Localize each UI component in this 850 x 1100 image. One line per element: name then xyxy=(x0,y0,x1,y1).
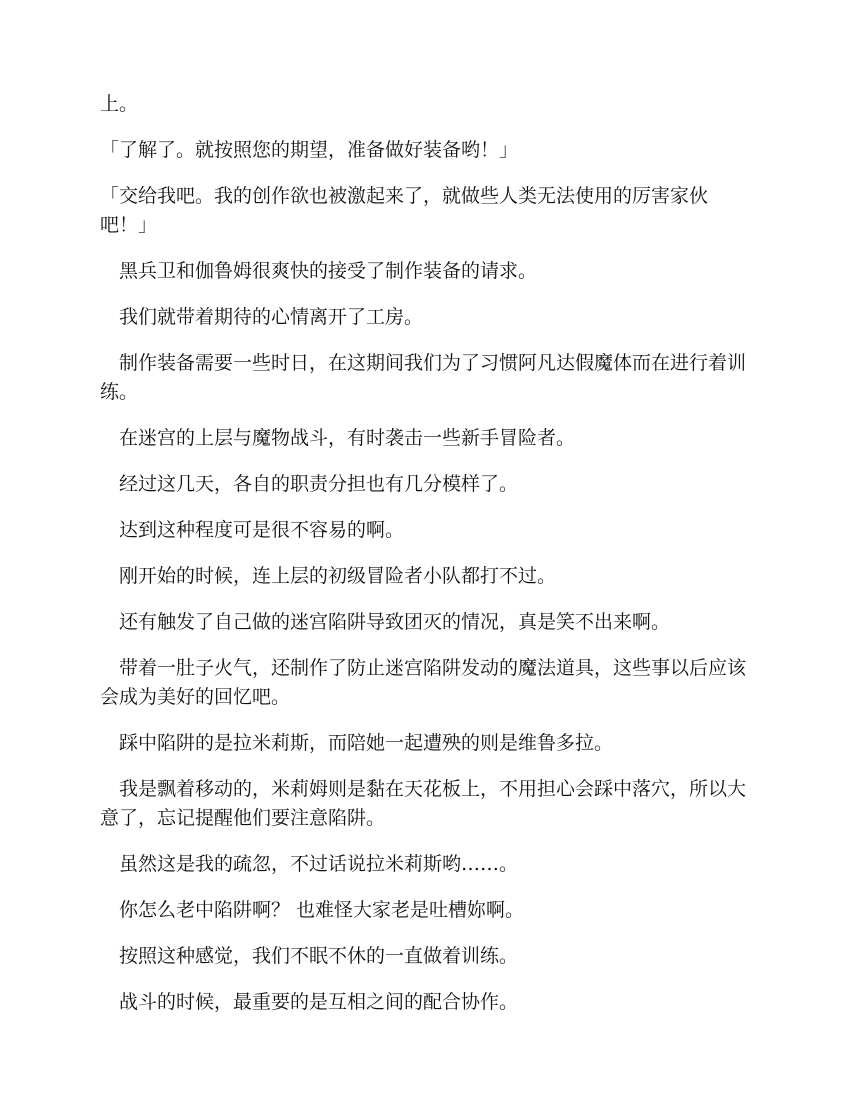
paragraph-16: 你怎么老中陷阱啊？ 也难怪大家老是吐槽妳啊。 xyxy=(100,899,525,921)
paragraph-11: 还有触发了自己做的迷宫陷阱导致团灭的情况，真是笑不出来啊。 xyxy=(100,611,671,633)
document-body xyxy=(100,90,750,1034)
paragraph-13: 踩中陷阱的是拉米莉斯，而陪她一起遭殃的则是维鲁多拉。 xyxy=(100,732,614,754)
paragraph-8: 经过这几天，各自的职责分担也有几分模样了。 xyxy=(100,473,519,495)
paragraph-5: 我们就带着期待的心情离开了工房。 xyxy=(100,306,424,328)
paragraph-10: 刚开始的时候，连上层的初级冒险者小队都打不过。 xyxy=(100,565,557,587)
paragraph-7: 在迷宫的上层与魔物战斗，有时袭击一些新手冒险者。 xyxy=(100,427,576,449)
paragraph-12: 带着一肚子火气，还制作了防止迷宫陷阱发动的魔法道具，这些事以后应该会成为美好的回忆吧。 xyxy=(100,657,747,708)
paragraph-4: 黑兵卫和伽鲁姆很爽快的接受了制作装备的请求。 xyxy=(100,260,538,282)
paragraph-9: 达到这种程度可是很不容易的啊。 xyxy=(100,519,405,541)
paragraph-2: 「了解了。就按照您的期望，准备做好装备哟！」 xyxy=(100,139,519,161)
paragraph-17: 按照这种感觉，我们不眠不休的一直做着训练。 xyxy=(100,945,519,967)
paragraph-18: 战斗的时候，最重要的是互相之间的配合协作。 xyxy=(100,991,519,1013)
paragraph-1: 上。 xyxy=(100,93,139,115)
paragraph-15: 虽然这是我的疏忽，不过话说拉米莉斯哟……。 xyxy=(100,853,519,875)
paragraph-14: 我是飘着移动的，米莉姆则是黏在天花板上，不用担心会踩中落穴，所以大意了，忘记提醒他们要注意陷阱。 xyxy=(100,778,747,829)
paragraph-6: 制作装备需要一些时日，在这期间我们为了习惯阿凡达假魔体而在进行着训练。 xyxy=(100,352,747,403)
paragraph-3: 「交给我吧。我的创作欲也被激起来了，就做些人类无法使用的厉害家伙吧！」 xyxy=(100,185,709,236)
